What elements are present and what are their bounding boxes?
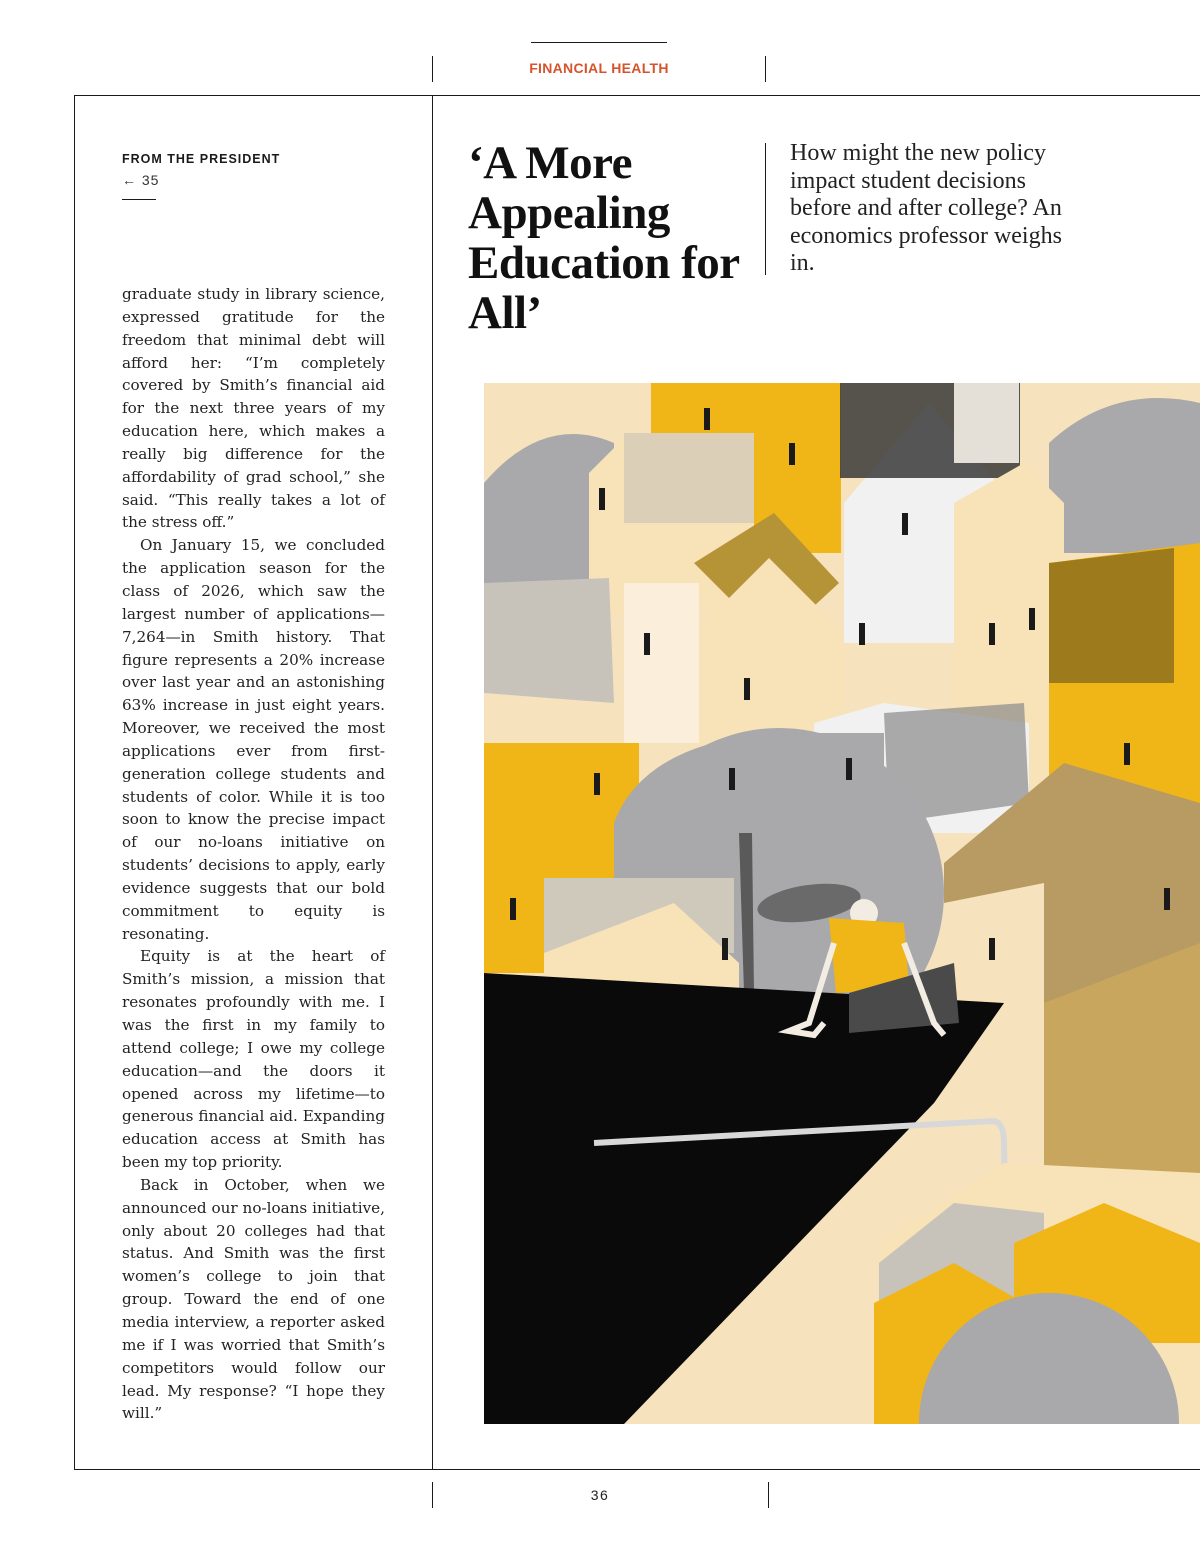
frame-left-rule bbox=[74, 95, 75, 1470]
body-paragraph: On January 15, we concluded the application season for the class of 2026, which saw the largest number of applications—7,264—in Smith history. That figure represents a 20% increase over last year and an astonishing 63% increase in just eight years. Moreover, we received the most applications ever from first-generation college students and students of color. While it is too soon to know the precise impact of our no-loans initiative on students’ decisions to apply, early evidence suggests that our bold commitment to equity is resonating. bbox=[122, 536, 385, 943]
footer-left-tick bbox=[432, 1482, 433, 1508]
kicker-underline bbox=[122, 199, 156, 200]
president-letter-body bbox=[122, 283, 385, 1425]
article-headline: ‘A More Appealing Education for All’ bbox=[468, 137, 739, 339]
column-divider bbox=[432, 95, 433, 1470]
header-right-tick bbox=[765, 56, 766, 82]
footer-right-tick bbox=[768, 1482, 769, 1508]
body-paragraph: Equity is at the heart of Smith’s mission, a mission that resonates profoundly with me. I was the first in my family to attend college; I owe my college education—and the doors it opened across my lifetime—to generous financial aid. Expanding education access at Smith has been my top priority. bbox=[122, 947, 385, 1172]
section-label: FINANCIAL HEALTH bbox=[529, 60, 669, 76]
body-paragraph: Back in October, when we announced our no-loans initiative, only about 20 colleges had that status. And Smith was the first women’s college to join that group. Toward the end of one media interview, a reporter asked me if I was worried that Smith’s competitors would follow our lead. My response? “I hope they will.” bbox=[122, 1175, 385, 1423]
frame-top-rule bbox=[74, 95, 1200, 96]
body-paragraph: graduate study in library science, expressed gratitude for the freedom that minimal debt will afford her: “I’m completely covered by Smith’s financial aid for the next three years of my education here, which makes a really big difference for the affordability of grad school,” she said. “This really takes a lot of the stress off.” bbox=[122, 285, 385, 532]
back-reference-link[interactable]: ← 35 bbox=[122, 172, 160, 188]
frame-bottom-rule bbox=[74, 1469, 1200, 1470]
page-number: 36 bbox=[590, 1487, 610, 1503]
collage-houses-illustration bbox=[484, 383, 1200, 1424]
article-illustration bbox=[484, 383, 1200, 1424]
header-top-rule bbox=[531, 42, 667, 43]
article-dek: How might the new policy impact student decisions before and after college? An economics professor weighs in. bbox=[790, 140, 1062, 276]
dek-rule bbox=[765, 143, 766, 275]
kicker: FROM THE PRESIDENT bbox=[122, 152, 281, 166]
header-left-tick bbox=[432, 56, 433, 82]
